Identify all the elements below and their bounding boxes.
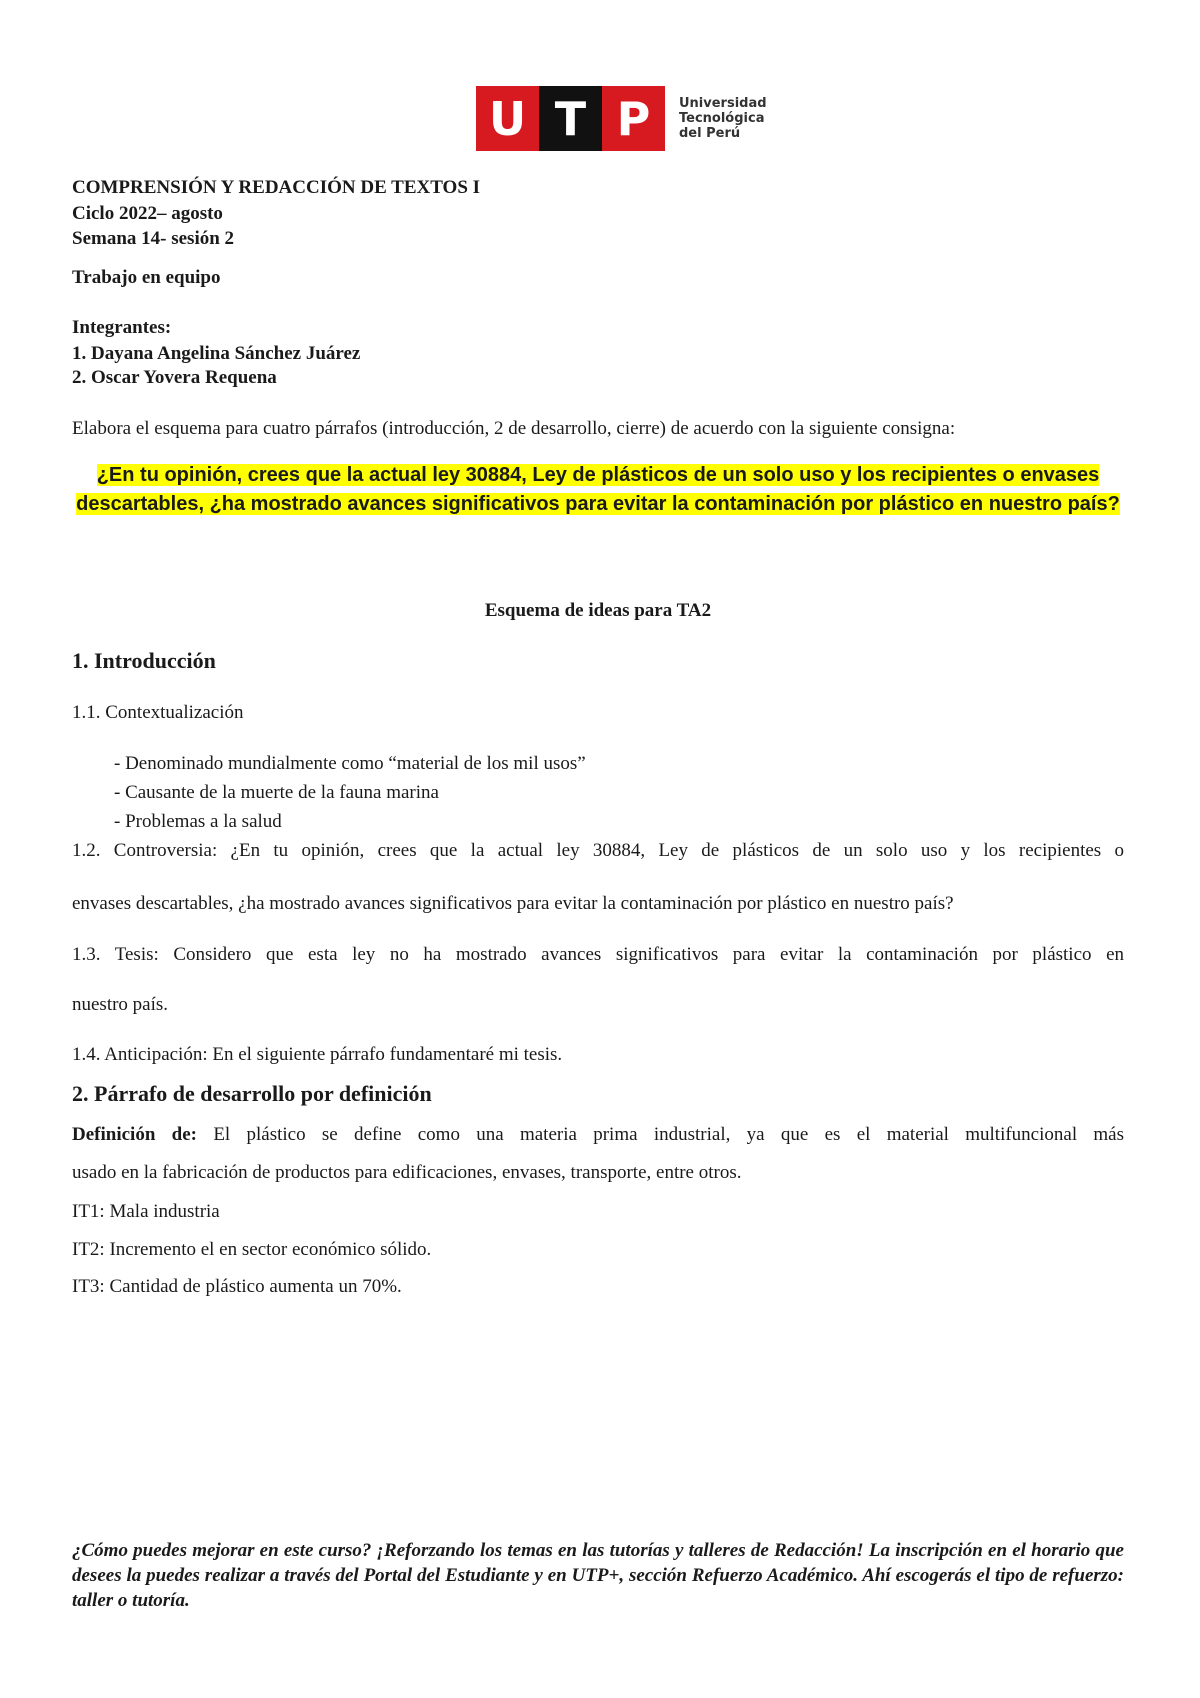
thesis: 1.3. Tesis: Considero que esta ley no ha mostrado avances significativos para evitar la contaminación por plástico en (72, 944, 1124, 965)
week: Semana 14- sesión 2 (72, 228, 235, 249)
members-label: Integrantes: (72, 317, 172, 338)
idea-it1: IT1: Mala industria (72, 1201, 220, 1222)
bullet: - Problemas a la salud (114, 811, 282, 832)
section-heading: 2. Párrafo de desarrollo por definición (72, 1081, 432, 1106)
thesis-cont: nuestro país. (72, 994, 169, 1015)
anticipation: 1.4. Anticipación: En el siguiente párrafo fundamentaré mi tesis. (72, 1044, 563, 1065)
logo-text-line: del Perú (679, 126, 741, 141)
idea-it3: IT3: Cantidad de plástico aumenta un 70%. (72, 1276, 402, 1297)
highlighted-prompt (72, 461, 1124, 519)
definition-label: Definición de: (72, 1124, 198, 1145)
scheme-title: Esquema de ideas para TA2 (484, 600, 712, 621)
logo-letter: P (602, 86, 665, 151)
member: 2. Oscar Yovera Requena (72, 367, 277, 388)
definition (72, 1124, 1124, 1146)
course-title: COMPRENSIÓN Y REDACCIÓN DE TEXTOS I (72, 177, 481, 198)
logo-text-line: Universidad (679, 96, 767, 111)
logo-text-line: Tecnológica (679, 111, 765, 126)
idea-it2: IT2: Incremento el en sector económico sólido. (72, 1239, 432, 1260)
controversy-cont: envases descartables, ¿ha mostrado avances significativos para evitar la contaminación por plástico en nuestro país? (72, 893, 954, 914)
utp-logo (476, 86, 767, 151)
cycle: Ciclo 2022– agosto (72, 203, 223, 224)
instruction: Elabora el esquema para cuatro párrafos (introducción, 2 de desarrollo, cierre) de acuerdo con la siguiente consigna: (72, 418, 956, 439)
logo-text (679, 96, 767, 141)
logo-letter: U (476, 86, 539, 151)
definition-cont: usado en la fabricación de productos para edificaciones, envases, transporte, entre otros. (72, 1162, 742, 1183)
prompt-text: ¿En tu opinión, crees que la actual ley 30884, Ley de plásticos de un solo uso y los recipientes o envases descartables, ¿ha mostrado avances significativos para evitar la contaminación por plástico en nuestro país? (76, 464, 1120, 515)
work-type: Trabajo en equipo (72, 267, 221, 288)
logo-letter: T (539, 86, 602, 151)
bullet: - Denominado mundialmente como “material de los mil usos” (114, 753, 586, 774)
definition-text: El plástico se define como una materia prima industrial, ya que es el material multifuncional más (213, 1124, 1125, 1145)
controversy: 1.2. Controversia: ¿En tu opinión, crees que la actual ley 30884, Ley de plásticos de un solo uso y los recipientes o (72, 840, 1124, 861)
footer-note: ¿Cómo puedes mejorar en este curso? ¡Reforzando los temas en las tutorías y talleres de Redacción! La inscripción en el horario que desees la puedes realizar a través del Portal del Estudiante y en UTP+, sección Refuerzo Académico. Ahí escogerás el tipo de refuerzo: taller o tutoría. (72, 1540, 1124, 1611)
member: 1. Dayana Angelina Sánchez Juárez (72, 343, 361, 364)
subsection: 1.1. Contextualización (72, 702, 244, 723)
bullet: - Causante de la muerte de la fauna marina (114, 782, 439, 803)
section-heading: 1. Introducción (72, 648, 216, 673)
